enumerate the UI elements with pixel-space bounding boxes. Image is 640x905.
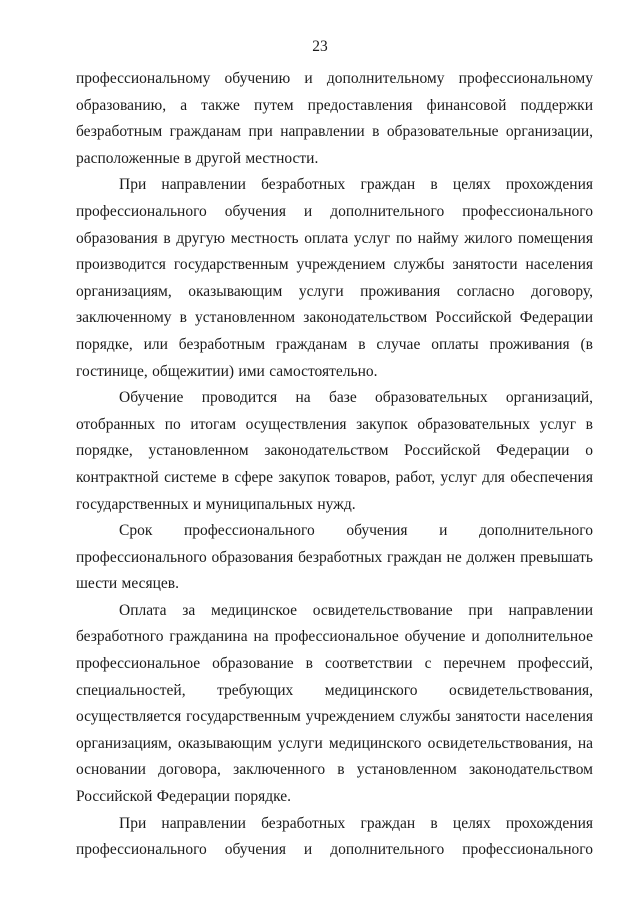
- paragraph-housing-payment: При направлении безработных граждан в целях прохождения профессионального обучения и дополнительного профессионального образования в другую местность оплата услуг по найму жилого помещения производится государственным учреждением службы занятости населения организациям, оказывающим услуги проживания согласно договору, заключенному в установленном законодательством Российской Федерации порядке, или безработным гражданам в случае оплаты проживания (в гостинице, общежитии) ими самостоятельно.: [76, 176, 593, 380]
- page-number: 23: [312, 38, 328, 55]
- paragraph-travel-direction: При направлении безработных граждан в целях прохождения профессионального обучения и дополнительного профессионального: [76, 814, 593, 859]
- paragraph-training-duration: Срок профессионального обучения и дополнительного профессионального образования безработных граждан не должен превышать шести месяцев.: [76, 522, 593, 593]
- document-body: [76, 66, 593, 864]
- paragraph-training-base: Обучение проводится на базе образовательных организаций, отобранных по итогам осуществления закупок образовательных услуг в порядке, установленном законодательством Российской Федерации о контрактной системе в сфере закупок товаров, работ, услуг для обеспечения государственных и муниципальных нужд.: [76, 389, 593, 513]
- paragraph-medical-examination: Оплата за медицинское освидетельствование при направлении безработного гражданина на профессиональное обучение и дополнительное профессиональное образование в соответствии с перечнем профессий, специальностей, требующих медицинского освидетельствования, осуществляется государственным учреждением службы занятости населения организациям, оказывающим услуги медицинского освидетельствования, на основании договора, заключенного в установленном законодательством Российской Федерации порядке.: [76, 601, 593, 806]
- paragraph-continuation: профессиональному обучению и дополнительному профессиональному образованию, а также путем предоставления финансовой поддержки безработным гражданам при направлении в образовательные организации, расположенные в другой местности.: [76, 70, 593, 167]
